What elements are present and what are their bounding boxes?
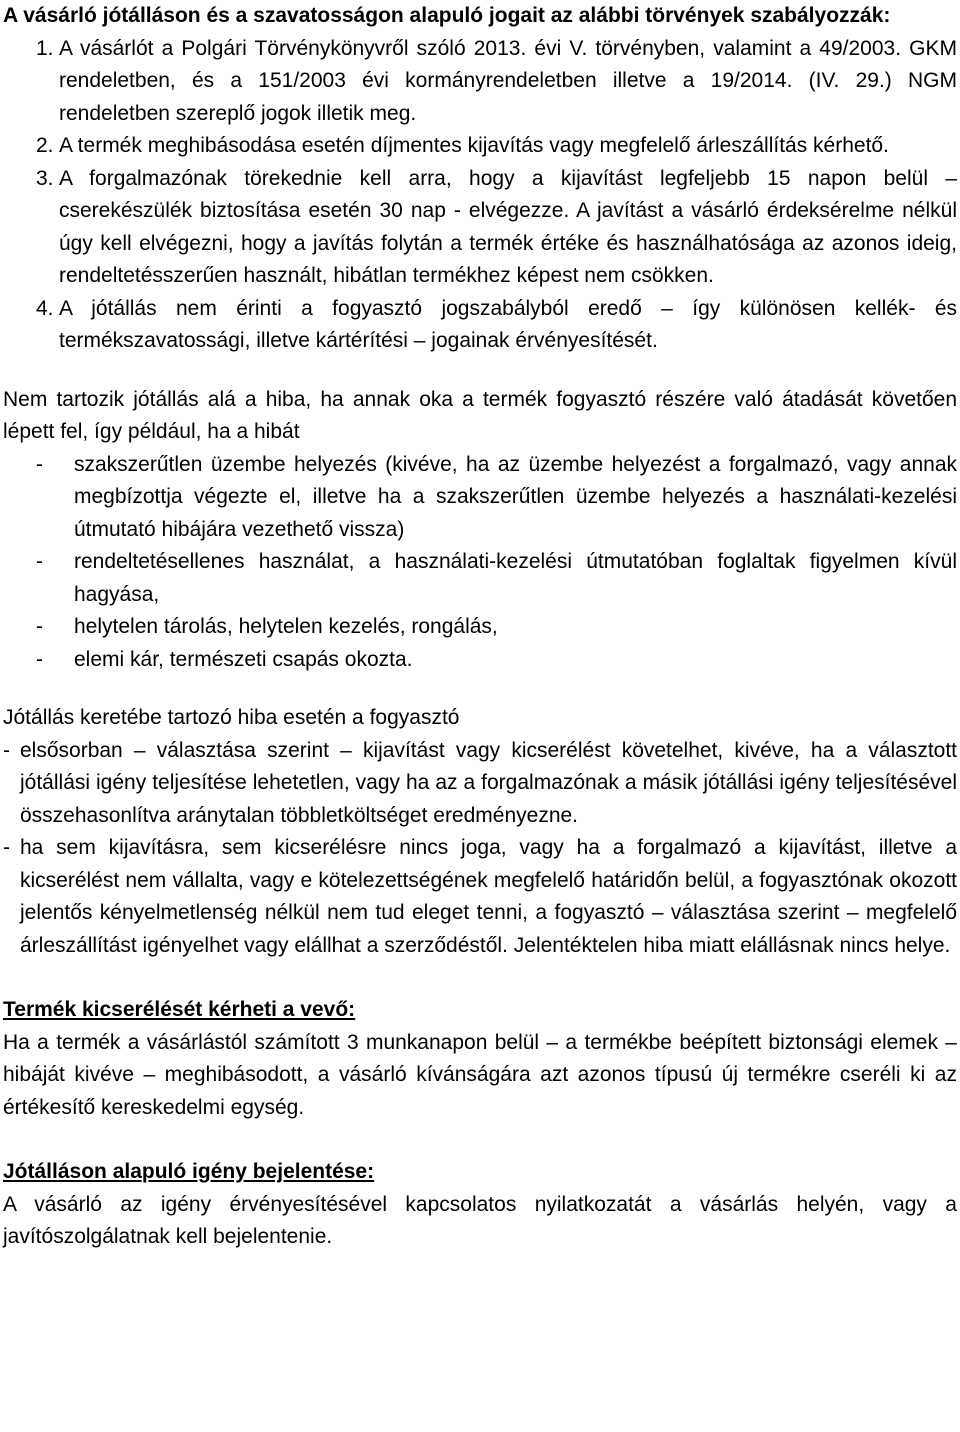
list-dash: - bbox=[36, 452, 43, 476]
exclusion-intro: Nem tartozik jótállás alá a hiba, ha annak oka a termék fogyasztó részére való átadását követően lépett fel, így például, ha a hibát bbox=[3, 387, 957, 443]
item-text: A forgalmazónak törekednie kell arra, hogy a kijavítást legfeljebb 15 napon belül – cserekészülék biztosítása esetén 30 nap - elvégezze. A javítást a vásárló érdeksérelme nélkül úgy kell elvégezni, hogy a javítás folytán a termék értéke és használhatósága az azonos ideig, rendeltetésszerűen használt, hibátlan termékhez képest nem csökken. bbox=[59, 166, 957, 287]
exclusion-item bbox=[3, 449, 957, 547]
rights-item-3 bbox=[3, 163, 957, 293]
item-number: 4. bbox=[36, 296, 54, 320]
item-text: rendeltetésellenes használat, a használati-kezelési útmutatóban foglaltak figyelmen kívül hagyása, bbox=[74, 550, 957, 606]
claim-text: A vásárló az igény érvényesítésével kapcsolatos nyilatkozatát a vásárlás helyén, vagy a javítószolgálatnak kell bejelentenie. bbox=[3, 1192, 957, 1248]
rights-item-1 bbox=[3, 33, 957, 131]
list-dash: - bbox=[3, 836, 10, 859]
list-dash: - bbox=[36, 550, 43, 573]
item-text: helytelen tárolás, helytelen kezelés, rongálás, bbox=[74, 615, 498, 638]
item-text: A termék meghibásodása esetén díjmentes kijavítás vagy megfelelő árleszállítás kérhető. bbox=[59, 134, 889, 157]
rights-list bbox=[3, 33, 957, 358]
warranty-item-1 bbox=[3, 735, 957, 833]
item-number: 1. bbox=[36, 36, 54, 60]
warranty-intro: Jótállás keretébe tartozó hiba esetén a fogyasztó bbox=[3, 706, 460, 729]
document-page bbox=[3, 0, 957, 1254]
replacement-heading: Termék kicserélését kérheti a vevő: bbox=[3, 998, 356, 1021]
exclusion-item bbox=[3, 644, 957, 677]
list-dash: - bbox=[36, 615, 43, 638]
exclusion-item bbox=[3, 546, 957, 611]
item-text: elsősorban – választása szerint – kijavítást vagy kicserélést követelhet, kivéve, ha a választott jótállási igény teljesítése lehetetlen, vagy ha az a forgalmazónak a másik jótállási igény teljesítésével összehasonlítva aránytalan többletköltséget eredményezne. bbox=[20, 738, 957, 827]
page-heading: A vásárló jótálláson és a szavatosságon alapuló jogait az alábbi törvények szabályozzák: bbox=[3, 4, 891, 27]
exclusion-list bbox=[3, 449, 957, 677]
item-number: 2. bbox=[36, 134, 54, 157]
replacement-text: Ha a termék a vásárlástól számított 3 munkanapon belül – a termékbe beépített biztonsági elemek – hibáját kivéve – meghibásodott, a vásárló kívánságára azt azonos típusú új termékre cseréli ki az értékesítő kereskedelmi egység. bbox=[3, 1030, 957, 1119]
item-text: A vásárlót a Polgári Törvénykönyvről szóló 2013. évi V. törvényben, valamint a 49/2003. GKM rendeletben, és a 151/2003 évi kormányrendeletben illetve a 19/2014. (IV. 29.) NGM rendeletben szereplő jogok illetik meg. bbox=[59, 36, 957, 125]
warranty-item-2 bbox=[3, 832, 957, 962]
rights-item-2 bbox=[3, 130, 957, 163]
item-text: szakszerűtlen üzembe helyezés (kivéve, ha az üzembe helyezést a forgalmazó, vagy annak megbízottja végezte el, illetve ha a szakszerűtlen üzembe helyezés a használati-kezelési útmutató hibájára vezethető vissza) bbox=[74, 452, 957, 541]
item-number: 3. bbox=[36, 166, 54, 190]
list-dash: - bbox=[36, 647, 43, 671]
list-dash: - bbox=[3, 738, 10, 762]
item-text: elemi kár, természeti csapás okozta. bbox=[74, 647, 413, 671]
claim-heading: Jótálláson alapuló igény bejelentése: bbox=[3, 1160, 375, 1183]
item-text: A jótállás nem érinti a fogyasztó jogszabályból eredő – így különösen kellék- és termékszavatossági, illetve kártérítési – jogainak érvényesítését. bbox=[59, 296, 957, 352]
item-text: ha sem kijavításra, sem kicserélésre nincs joga, vagy ha a forgalmazó a kijavítást, illetve a kicserélést nem vállalta, vagy e kötelezettségének megfelelő határidőn belül, a fogyasztónak okozott jelentős kényelmetlenség nélkül nem tud eleget tenni, a fogyasztó – választása szerint – megfelelő árleszállítást igényelhet vagy elállhat a szerződéstől. Jelentéktelen hiba miatt elállásnak nincs helye. bbox=[20, 836, 957, 957]
exclusion-item bbox=[3, 611, 957, 644]
rights-item-4 bbox=[3, 293, 957, 358]
